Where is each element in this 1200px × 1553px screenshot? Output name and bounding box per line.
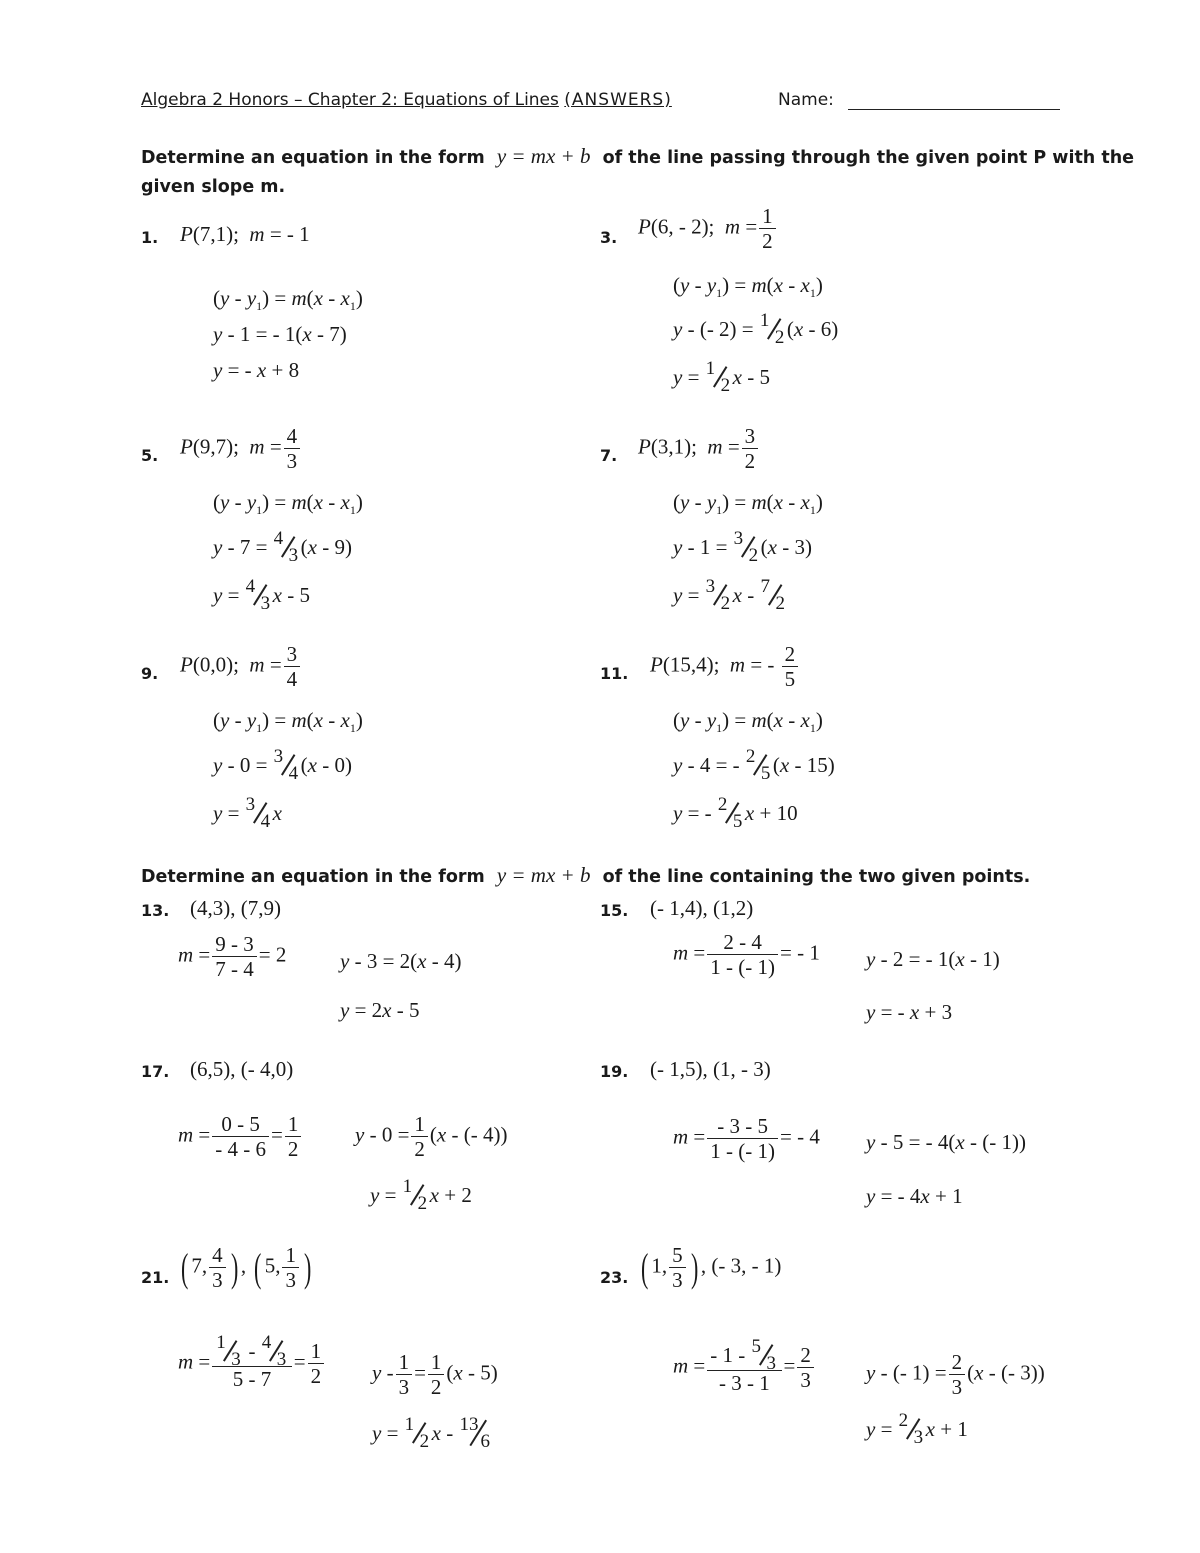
problem-given: (6,5), (- 4,0) [190, 1057, 294, 1081]
point-slope-form: $(y - y_1) = m(x - x_1)$ [213, 708, 363, 736]
instruction-text: Determine an equation in the form [141, 867, 485, 887]
answers-label: (ANSWERS) [564, 90, 672, 110]
final-answer: y = - 2 5 x + 10 [673, 794, 798, 832]
point-slope-form: $(y - y_1) = m(x - x_1)$ [673, 708, 823, 736]
problem-number: 1. [141, 228, 159, 247]
problem-number: 19. [600, 1062, 629, 1081]
final-answer: y = 1 2 x - 13 6 [372, 1414, 490, 1452]
final-answer: y = 2x - 5 [340, 998, 420, 1022]
problem-number: 23. [600, 1268, 629, 1287]
section1-instruction-cont: given slope m. [141, 177, 286, 197]
final-answer: y = 1 2 x + 2 [370, 1176, 472, 1214]
substitution-step: y - (- 2) = 1 2 (x - 6) [673, 310, 839, 348]
substitution-step: y - 2 = - 1(x - 1) [866, 947, 1000, 971]
point-slope-form: $(y - y_1) = m(x - x_1)$ [213, 286, 363, 314]
section2-instruction [141, 863, 1030, 888]
slope-calculation: m = $\frac{2 - 4}{1 - (- 1)}$ = - 1 [673, 930, 820, 980]
name-field[interactable] [778, 90, 1060, 110]
problem-given: ( 1, $\frac{5}{3}$ ) , (- 3, - 1) [640, 1243, 782, 1293]
substitution-step: y - 0 = $\frac{1}{2}$ (x - (- 4)) [355, 1112, 508, 1162]
substitution-step: y - $\frac{1}{3}$ = $\frac{1}{2}$ (x - 5) [372, 1350, 498, 1400]
problem-given: P(15,4); m = - $\frac{2}{5}$ [650, 642, 800, 691]
final-answer: y = 3 2 x - 7 2 [673, 576, 785, 614]
substitution-step: y - 3 = 2(x - 4) [340, 949, 462, 973]
point-slope-form: $(y - y_1) = m(x - x_1)$ [213, 490, 363, 518]
problem-given: (- 1,5), (1, - 3) [650, 1057, 771, 1081]
final-answer: y = - x + 3 [866, 1000, 953, 1024]
worksheet-title: Algebra 2 Honors – Chapter 2: Equations of Lines [141, 90, 559, 110]
section1-instruction [141, 144, 1134, 169]
problem-number: 9. [141, 664, 159, 683]
point-slope-form: $(y - y_1) = m(x - x_1)$ [673, 273, 823, 301]
problem-number: 7. [600, 446, 618, 465]
substitution-step: y - 4 = - 2 5 (x - 15) [673, 746, 835, 784]
problem-number: 11. [600, 664, 629, 683]
final-answer: y = - 4x + 1 [866, 1184, 963, 1208]
point-slope-form: $(y - y_1) = m(x - x_1)$ [673, 490, 823, 518]
final-answer: y = 1 2 x - 5 [673, 358, 770, 396]
worksheet-header [141, 90, 672, 110]
final-answer: y = - x + 8 [213, 358, 300, 382]
slope-calculation: m = $\frac{9 - 3}{7 - 4}$ = 2 [178, 932, 287, 982]
substitution-step: y - 7 = 4 3 (x - 9) [213, 528, 352, 566]
instruction-text: Determine an equation in the form [141, 148, 485, 168]
problem-number: 17. [141, 1062, 170, 1081]
instruction-text: of the line containing the two given points. [602, 867, 1031, 887]
slope-calculation: m = $\frac{- 3 - 5}{1 - (- 1)}$ = - 4 [673, 1114, 820, 1164]
name-blank-line[interactable] [848, 93, 1060, 110]
name-label: Name: [778, 90, 834, 110]
substitution-step: y - 1 = 3 2 (x - 3) [673, 528, 812, 566]
problem-given: ( 7, $\frac{4}{3}$ ) , ( 5, $\frac{1}{3}$ ) [180, 1243, 312, 1293]
form-equation: y = mx + b [496, 144, 591, 168]
problem-number: 5. [141, 446, 159, 465]
final-answer: y = 4 3 x - 5 [213, 576, 310, 614]
final-answer: y = 3 4 x [213, 794, 282, 832]
substitution-step: y - 0 = 3 4 (x - 0) [213, 746, 352, 784]
problem-number: 15. [600, 901, 629, 920]
problem-given: (4,3), (7,9) [190, 896, 281, 920]
substitution-step: y - 5 = - 4(x - (- 1)) [866, 1130, 1026, 1154]
final-answer: y = 2 3 x + 1 [866, 1410, 968, 1448]
problem-number: 21. [141, 1268, 170, 1287]
problem-given: P(7,1); m = - 1 [180, 222, 310, 246]
problem-given: (- 1,4), (1,2) [650, 896, 754, 920]
substitution-step: y - 1 = - 1(x - 7) [213, 322, 347, 346]
problem-given: P(9,7); m = $\frac{4}{3}$ [180, 424, 302, 473]
slope-calculation: m = 1 3 - 4 3 5 - 7 = $\frac{1}{2}$ [178, 1336, 326, 1391]
substitution-step: y - (- 1) = $\frac{2}{3}$ (x - (- 3)) [866, 1350, 1045, 1400]
problem-number: 3. [600, 228, 618, 247]
instruction-text: of the line passing through the given point P with the [602, 148, 1135, 168]
problem-given: P(0,0); m = $\frac{3}{4}$ [180, 642, 302, 691]
form-equation: y = mx + b [496, 863, 591, 887]
slope-calculation: m = - 1 - 5 3 - 3 - 1 = $\frac{2}{3}$ [673, 1340, 816, 1395]
problem-number: 13. [141, 901, 170, 920]
slope-calculation: m = $\frac{0 - 5}{- 4 - 6}$ = $\frac{1}{2}$ [178, 1112, 303, 1161]
problem-given: P(3,1); m = $\frac{3}{2}$ [638, 424, 760, 473]
problem-given: P(6, - 2); m = $\frac{1}{2}$ [638, 204, 778, 253]
